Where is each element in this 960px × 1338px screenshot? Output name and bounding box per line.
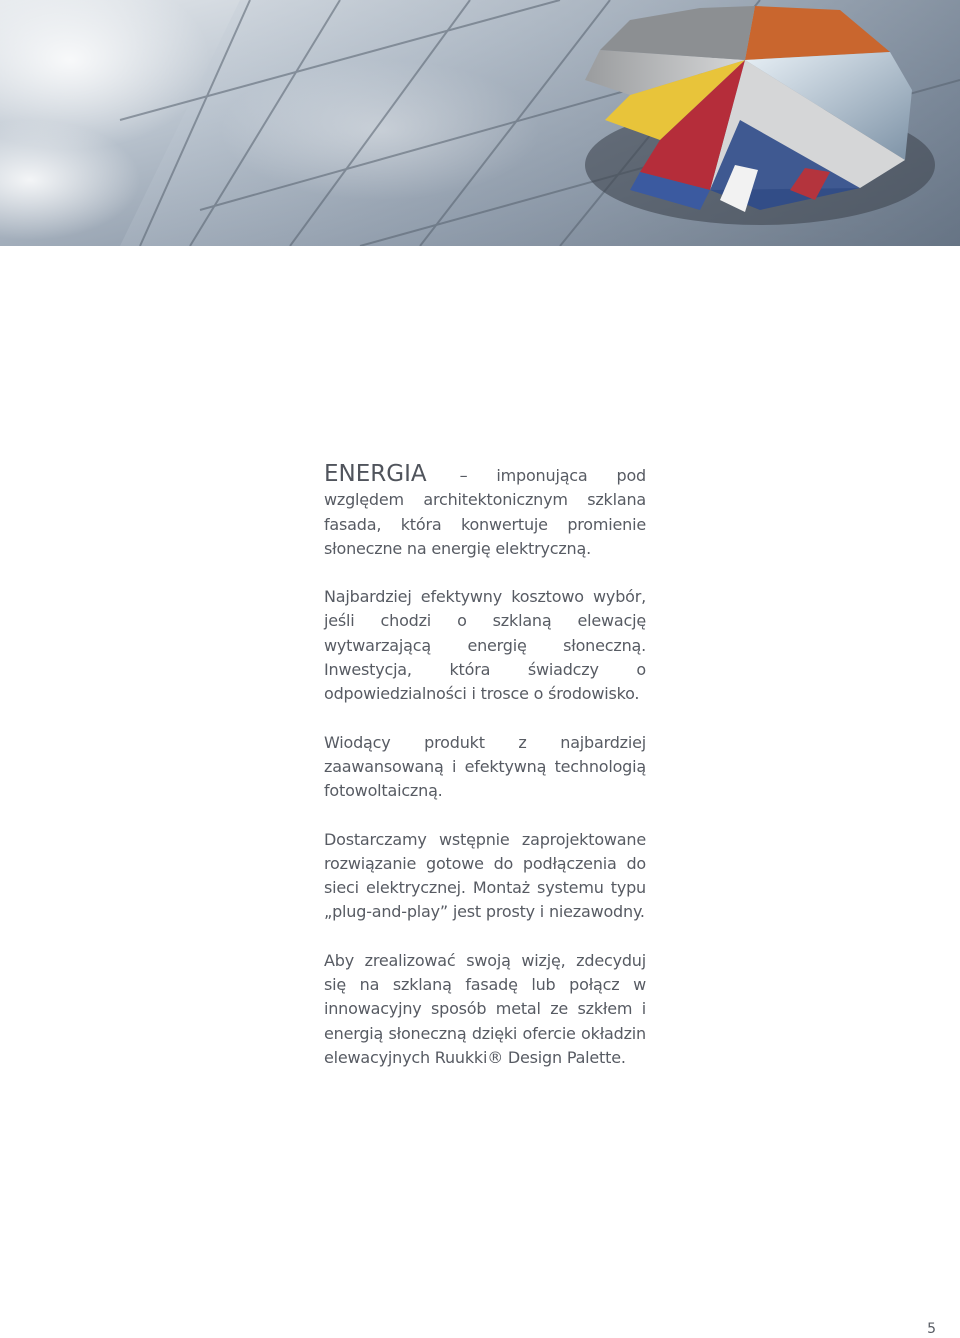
paragraph-plug-and-play: Dostarczamy wstępnie zaprojektowane rozwiązanie gotowe do podłączenia do sieci elektrycznej. Montaż systemu typu „plug-and-play” jest prosty i niezawodny. (324, 829, 646, 922)
paragraph-design-palette: Aby zrealizować swoją wizję, zdecyduj się na szklaną fasadę lub połącz w innowacyjny sposób metal ze szkłem i energią słoneczną dzięki ofercie okładzin elewacyjnych Ruukki® Design Palette. (324, 950, 646, 1067)
article-text (324, 462, 646, 1094)
intro-text: – imponująca pod względem architektonicznym szklana fasada, która konwertuje promienie słoneczne na energię elektryczną. (324, 466, 646, 558)
hero-photo (0, 0, 960, 246)
paragraph-leading-product: Wiodący produkt z najbardziej zaawansowaną i efektywną technologią fotowoltaiczną. (324, 732, 646, 801)
glass-facade-pie-photo (0, 0, 960, 246)
intro-paragraph (324, 462, 646, 561)
page-number: 5 (927, 1321, 936, 1337)
paragraph-cost-effective: Najbardziej efektywny kosztowo wybór, jeśli chodzi o szklaną elewację wytwarzającą energię słoneczną. Inwestycja, która świadczy o odpowiedzialności i trosce o środowisko. (324, 587, 646, 704)
heading-word: ENERGIA (324, 461, 427, 487)
